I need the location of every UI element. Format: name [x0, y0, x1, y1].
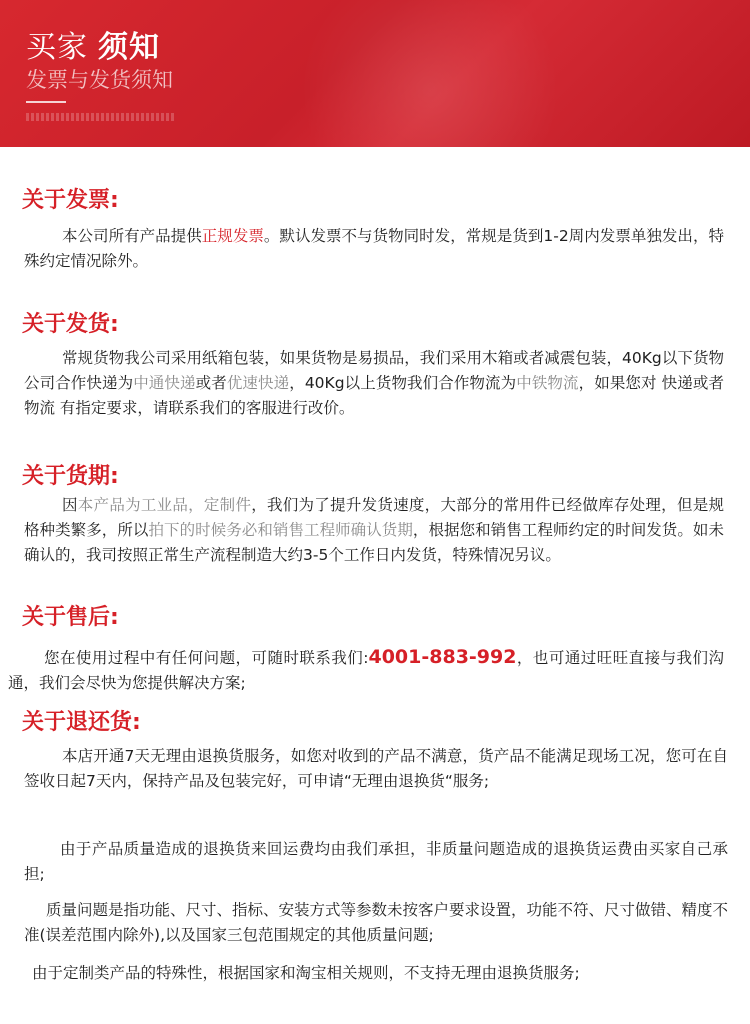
- banner-subtitle: 发票与发货须知: [26, 68, 173, 92]
- aftersale-paragraph: [8, 645, 724, 696]
- shipping-text-4: ，如果您对 快递或者物流 有指定要求，请联系我们的客服进行改价。: [24, 374, 724, 417]
- returns-paragraph-1: 本店开通7天无理由退换货服务，如您对收到的产品不满意，货产品不能满足现场工况，您可在自签收日起7天内，保持产品及包装完好，可申请“无理由退换货“服务;: [24, 747, 728, 790]
- hotline-number[interactable]: 4001-883-992: [368, 646, 517, 668]
- delivery-highlight-industrial: 本产品为工业品，定制件: [77, 496, 252, 514]
- shipping-highlight-crlogistics: 中铁物流: [516, 374, 579, 392]
- banner-title-part1: 买家: [26, 30, 88, 65]
- delivery-text-2: ，我们为了提升发货速度，大部分的常用件已经做库存处理，但是规格种类繁多，所以: [24, 496, 724, 539]
- delivery-paragraph: [24, 493, 724, 568]
- shipping-paragraph: [24, 346, 724, 421]
- aftersale-text-2: ，也可通过旺旺直接与我们沟通，我们会尽快为您提供解决方案;: [8, 649, 724, 692]
- shipping-text-2: 或者: [195, 374, 227, 392]
- banner-title: [26, 22, 160, 66]
- aftersale-title: 关于售后:: [22, 605, 119, 630]
- invoice-paragraph: [24, 224, 724, 274]
- header-banner: [0, 0, 750, 147]
- shipping-highlight-uc: 优速快递: [226, 374, 290, 392]
- returns-paragraph-3: 质量问题是指功能、尺寸、指标、安装方式等参数未按客户要求设置，功能不符、尺寸做错、精度不准(误差范围内除外),以及国家三包范围规定的其他质量问题;: [24, 901, 729, 944]
- shipping-title: 关于发货:: [22, 312, 119, 337]
- delivery-highlight-confirm: 拍下的时候务必和销售工程师确认货期: [148, 521, 413, 539]
- invoice-title: 关于发票:: [22, 188, 119, 213]
- banner-shine: [300, 0, 560, 147]
- returns-title: 关于退还货:: [22, 710, 141, 735]
- banner-decoration: [26, 113, 176, 121]
- invoice-highlight: 正规发票: [201, 227, 264, 245]
- returns-paragraph-4: 由于定制类产品的特殊性，根据国家和淘宝相关规则，不支持无理由退换货服务;: [32, 964, 580, 982]
- returns-paragraph-2: 由于产品质量造成的退换货来回运费均由我们承担，非质量问题造成的退换货运费由买家自己承担;: [24, 840, 728, 883]
- delivery-text-3: ，根据您和销售工程师约定的时间发货。如未确认的，我司按照正常生产流程制造大约3-5个工作日内发货，特殊情况另议。: [24, 521, 724, 564]
- invoice-text-1: 本公司所有产品提供: [62, 227, 202, 245]
- banner-divider: [26, 101, 66, 103]
- shipping-text-1: 常规货物我公司采用纸箱包装，如果货物是易损品，我们采用木箱或者减震包装，40Kg以下货物公司合作快递为: [24, 349, 724, 392]
- delivery-text-1: 因: [62, 496, 78, 514]
- invoice-text-2: 。默认发票不与货物同时发，常规是货到1-2周内发票单独发出，特殊约定情况除外。: [24, 227, 724, 270]
- aftersale-text-1: 您在使用过程中有任何问题，可随时联系我们:: [44, 649, 369, 667]
- shipping-text-3: ，40Kg以上货物我们合作物流为: [289, 374, 517, 392]
- shipping-highlight-zto: 中通快递: [133, 374, 196, 392]
- delivery-title: 关于货期:: [22, 464, 119, 489]
- banner-title-part2: 须知: [98, 30, 160, 65]
